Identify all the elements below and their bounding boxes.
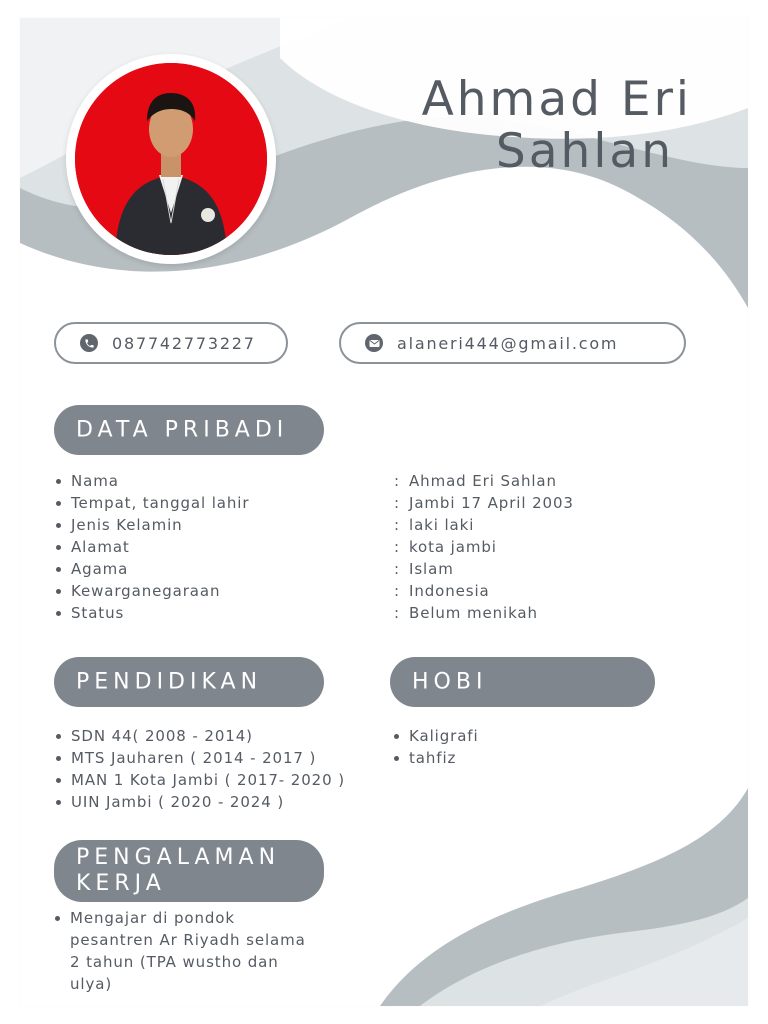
person-portrait-icon <box>75 63 267 255</box>
list-item: Agama <box>55 558 249 580</box>
value-text: laki laki <box>409 516 475 534</box>
email-address: alaneri444@gmail.com <box>397 333 619 353</box>
title-line-2: KERJA <box>76 871 166 896</box>
list-item: Mengajar di pondok pesantren Ar Riyadh selama 2 tahun (TPA wustho dan ulya) <box>54 907 320 995</box>
personal-data-values <box>394 470 574 624</box>
list-item: SDN 44( 2008 - 2014) <box>55 725 345 747</box>
section-header-pengalaman-kerja <box>54 840 324 902</box>
list-item: MTS Jauharen ( 2014 - 2017 ) <box>55 747 345 769</box>
list-item: Alamat <box>55 536 249 558</box>
personal-data-labels <box>55 470 249 624</box>
list-item: UIN Jambi ( 2020 - 2024 ) <box>55 791 345 813</box>
title-line-1: PENGALAMAN <box>76 845 281 870</box>
list-item: tahfiz <box>393 747 479 769</box>
separator: : <box>394 582 400 600</box>
value-text: kota jambi <box>409 538 497 556</box>
hobby-list <box>393 725 479 769</box>
value-row <box>394 580 574 602</box>
list-item: Jenis Kelamin <box>55 514 249 536</box>
value-text: Jambi 17 April 2003 <box>409 494 574 512</box>
value-text: Indonesia <box>409 582 490 600</box>
profile-photo <box>75 63 267 255</box>
section-title: PENDIDIKAN <box>76 669 263 695</box>
list-item: Kaligrafi <box>393 725 479 747</box>
resume-page <box>20 18 748 1006</box>
list-item: Nama <box>55 470 249 492</box>
name-line-2: Sahlan <box>495 124 674 179</box>
phone-icon <box>80 334 98 352</box>
separator: : <box>394 604 400 622</box>
value-row <box>394 558 574 580</box>
list-item: Status <box>55 602 249 624</box>
phone-number: 087742773227 <box>112 333 256 353</box>
separator: : <box>394 560 400 578</box>
profile-name <box>422 74 692 178</box>
section-title: HOBI <box>412 669 488 695</box>
education-list <box>55 725 345 813</box>
email-contact <box>339 322 686 364</box>
value-row <box>394 536 574 558</box>
phone-contact <box>54 322 288 364</box>
list-item: Tempat, tanggal lahir <box>55 492 249 514</box>
separator: : <box>394 538 400 556</box>
work-experience-list <box>54 907 320 995</box>
profile-photo-frame <box>66 54 276 264</box>
list-item: MAN 1 Kota Jambi ( 2017- 2020 ) <box>55 769 345 791</box>
list-item: Kewarganegaraan <box>55 580 249 602</box>
value-row <box>394 470 574 492</box>
separator: : <box>394 472 400 490</box>
separator: : <box>394 516 400 534</box>
section-title <box>76 845 280 897</box>
section-header-hobi <box>390 657 655 707</box>
separator: : <box>394 494 400 512</box>
value-text: Islam <box>409 560 454 578</box>
section-header-data-pribadi <box>54 405 324 455</box>
value-row <box>394 492 574 514</box>
value-text: Ahmad Eri Sahlan <box>409 472 557 490</box>
envelope-icon <box>365 334 383 352</box>
value-text: Belum menikah <box>409 604 538 622</box>
name-line-1: Ahmad Eri <box>421 72 692 127</box>
value-row <box>394 602 574 624</box>
section-header-pendidikan <box>54 657 324 707</box>
section-title: DATA PRIBADI <box>76 417 289 443</box>
value-row <box>394 514 574 536</box>
